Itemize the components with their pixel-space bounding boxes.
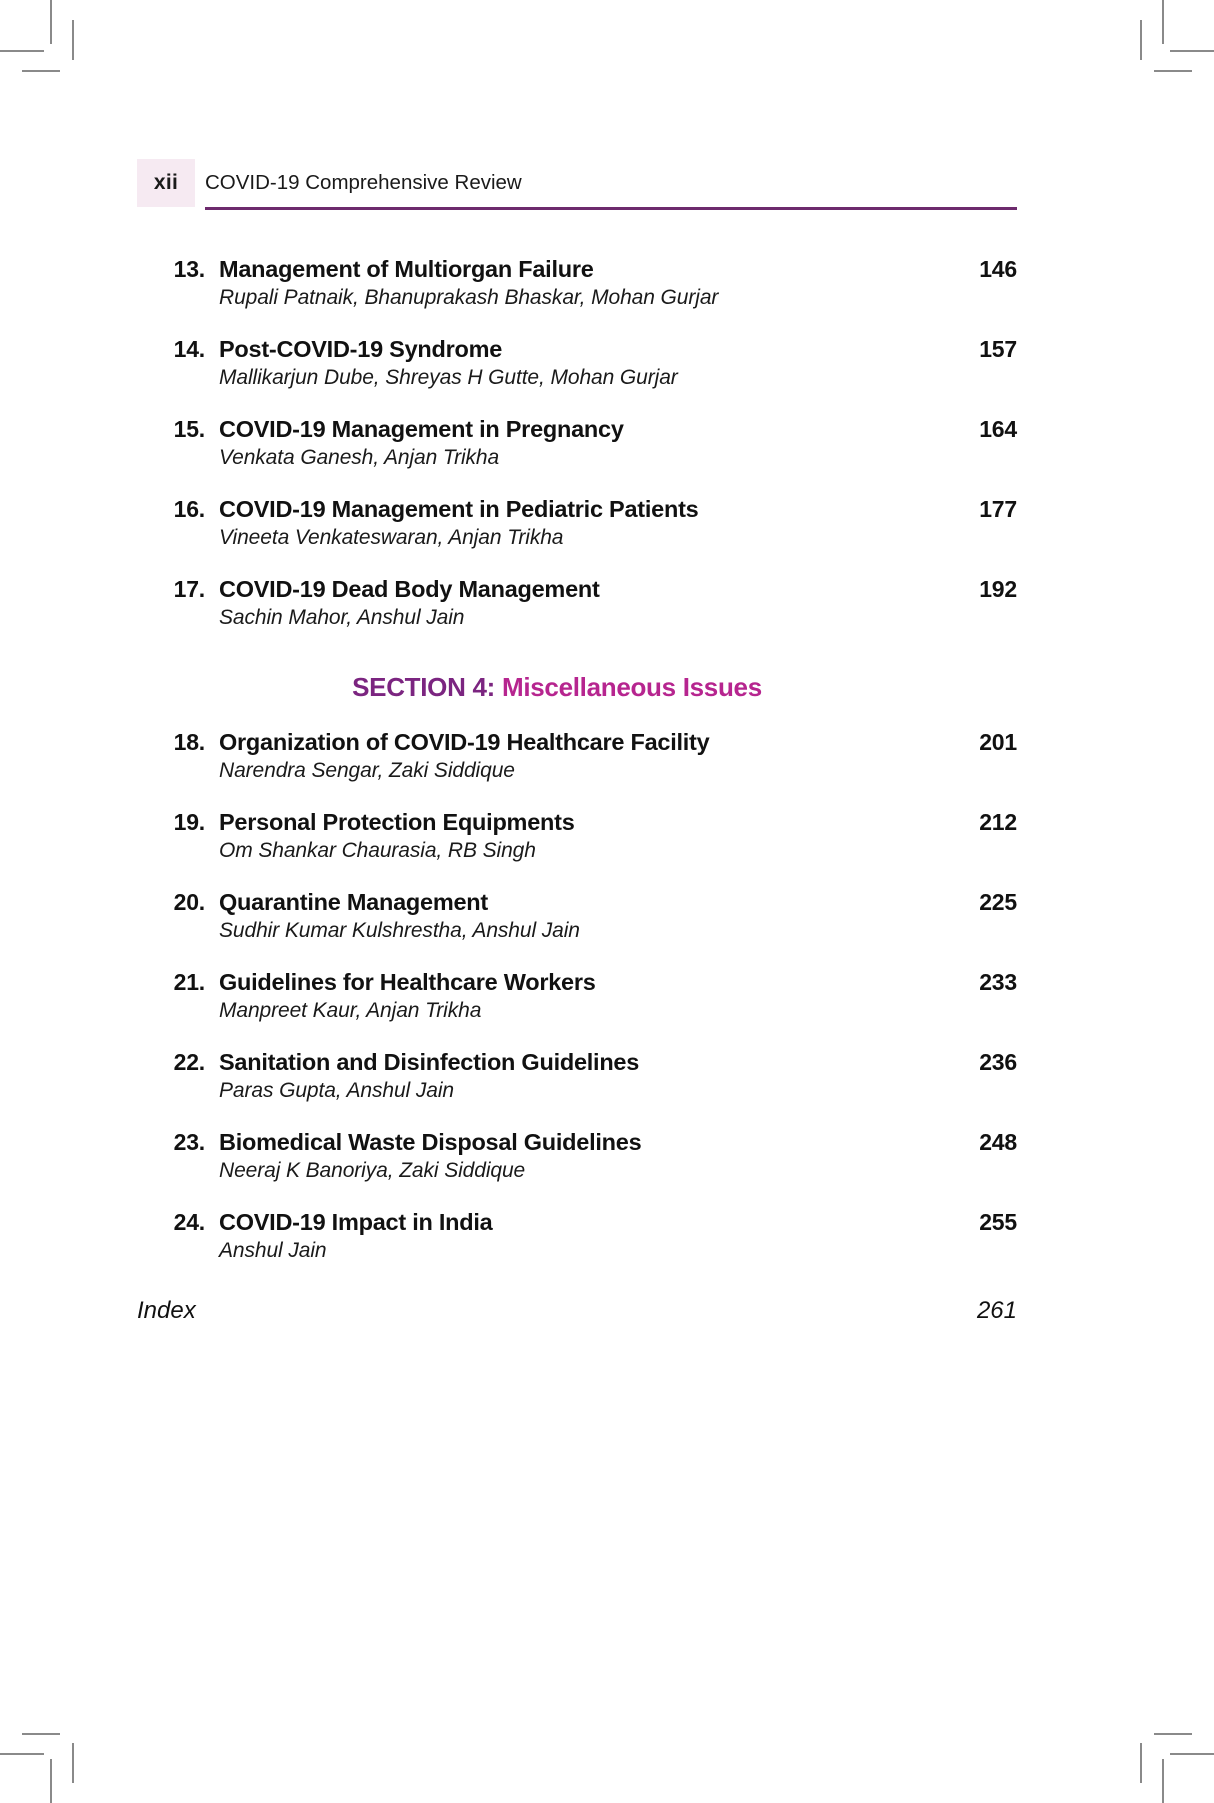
- toc-entry-page-number: 201: [979, 729, 1017, 755]
- toc-entry[interactable]: [137, 576, 1017, 634]
- toc-entry-authors: Sachin Mahor, Anshul Jain: [219, 606, 465, 629]
- toc-entry-page-number: 255: [979, 1209, 1017, 1235]
- toc-entry-number: 16.: [173, 496, 205, 522]
- toc-entry-authors: Sudhir Kumar Kulshrestha, Anshul Jain: [219, 919, 580, 942]
- toc-entry-page-number: 177: [979, 496, 1017, 522]
- toc-entry-title[interactable]: Quarantine Management: [219, 889, 488, 915]
- toc-entry-title[interactable]: Personal Protection Equipments: [219, 809, 575, 835]
- section-heading-name: Miscellaneous Issues: [501, 672, 762, 702]
- toc-entry-authors: Venkata Ganesh, Anjan Trikha: [219, 446, 500, 469]
- toc-entry-authors: Om Shankar Chaurasia, RB Singh: [219, 839, 536, 862]
- toc-entry-authors: Paras Gupta, Anshul Jain: [219, 1079, 454, 1102]
- toc-entry-head: [137, 256, 1017, 287]
- toc-entry-title[interactable]: COVID-19 Management in Pediatric Patients: [219, 496, 699, 522]
- toc-entry[interactable]: [137, 1049, 1017, 1107]
- toc-entry-head: [137, 1129, 1017, 1160]
- toc-entry-page-number: 164: [979, 416, 1017, 442]
- page-folio-number: xii: [153, 171, 179, 194]
- toc-entry-title[interactable]: Sanitation and Disinfection Guidelines: [219, 1049, 640, 1075]
- toc-entry-title[interactable]: Organization of COVID-19 Healthcare Facility: [219, 729, 710, 755]
- toc-entry-number: 20.: [173, 889, 205, 915]
- index-page-number: 261: [976, 1297, 1017, 1324]
- toc-entry-page-number: 233: [979, 969, 1017, 995]
- toc-entry-head: [137, 416, 1017, 447]
- toc-entry-title[interactable]: COVID-19 Dead Body Management: [219, 576, 600, 602]
- table-of-contents-list: [137, 256, 1017, 1331]
- toc-entry-head: [137, 576, 1017, 607]
- toc-entry[interactable]: [137, 416, 1017, 474]
- section-heading-label: SECTION 4:: [352, 672, 496, 702]
- toc-entry-page-number: 212: [979, 809, 1017, 835]
- toc-entry-authors: Vineeta Venkateswaran, Anjan Trikha: [219, 526, 564, 549]
- toc-entry-title[interactable]: Guidelines for Healthcare Workers: [219, 969, 596, 995]
- toc-entry-title[interactable]: COVID-19 Impact in India: [219, 1209, 493, 1235]
- toc-entry-authors: Rupali Patnaik, Bhanuprakash Bhaskar, Mohan Gurjar: [219, 286, 719, 309]
- toc-entry-authors: Mallikarjun Dube, Shreyas H Gutte, Mohan Gurjar: [219, 366, 678, 389]
- toc-entry-page-number: 157: [979, 336, 1017, 362]
- toc-entry-number: 22.: [173, 1049, 205, 1075]
- toc-entry[interactable]: [137, 1209, 1017, 1267]
- section-heading: [137, 672, 1017, 703]
- toc-entry-authors: Neeraj K Banoriya, Zaki Siddique: [219, 1159, 526, 1182]
- toc-entry-number: 24.: [173, 1209, 205, 1235]
- toc-entry-head: [137, 1209, 1017, 1240]
- toc-entry-number: 15.: [173, 416, 205, 442]
- toc-entry-title[interactable]: Management of Multiorgan Failure: [219, 256, 594, 282]
- running-header: [137, 159, 1017, 213]
- index-label[interactable]: Index: [137, 1297, 196, 1324]
- toc-entry-number: 14.: [173, 336, 205, 362]
- toc-entry-number: 19.: [173, 809, 205, 835]
- toc-entry-number: 23.: [173, 1129, 205, 1155]
- toc-entry-head: [137, 729, 1017, 760]
- toc-entry-head: [137, 336, 1017, 367]
- toc-entry-title[interactable]: COVID-19 Management in Pregnancy: [219, 416, 624, 442]
- toc-entry[interactable]: [137, 256, 1017, 314]
- toc-entry[interactable]: [137, 809, 1017, 867]
- book-title: COVID-19 Comprehensive Review: [205, 171, 522, 194]
- toc-entry[interactable]: [137, 336, 1017, 394]
- toc-entry[interactable]: [137, 889, 1017, 947]
- toc-entry[interactable]: [137, 1129, 1017, 1187]
- toc-entry-head: [137, 889, 1017, 920]
- toc-entry-title[interactable]: Post-COVID-19 Syndrome: [219, 336, 503, 362]
- toc-entry-title[interactable]: Biomedical Waste Disposal Guidelines: [219, 1129, 642, 1155]
- toc-entry-number: 17.: [173, 576, 205, 602]
- toc-entry-number: 13.: [173, 256, 205, 282]
- toc-entry[interactable]: [137, 969, 1017, 1027]
- toc-entry-page-number: 192: [979, 576, 1017, 602]
- toc-entry-number: 18.: [173, 729, 205, 755]
- toc-entry-page-number: 225: [979, 889, 1017, 915]
- toc-entry-authors: Anshul Jain: [219, 1239, 327, 1262]
- toc-entry-number: 21.: [173, 969, 205, 995]
- toc-entry-page-number: 248: [979, 1129, 1017, 1155]
- index-entry[interactable]: [137, 1297, 1017, 1331]
- header-divider-rule: [205, 207, 1017, 210]
- toc-entry[interactable]: [137, 496, 1017, 554]
- toc-entry-page-number: 236: [979, 1049, 1017, 1075]
- toc-entry-page-number: 146: [979, 256, 1017, 282]
- toc-entry-head: [137, 1049, 1017, 1080]
- toc-entry-head: [137, 809, 1017, 840]
- toc-entry-authors: Narendra Sengar, Zaki Siddique: [219, 759, 515, 782]
- toc-entry-head: [137, 496, 1017, 527]
- toc-entry-authors: Manpreet Kaur, Anjan Trikha: [219, 999, 482, 1022]
- toc-entry-head: [137, 969, 1017, 1000]
- toc-entry[interactable]: [137, 729, 1017, 787]
